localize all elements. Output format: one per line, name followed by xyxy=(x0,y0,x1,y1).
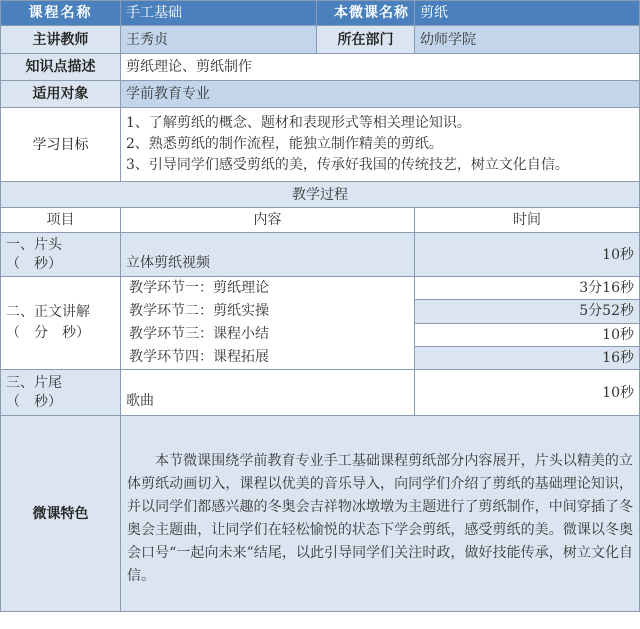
teacher-label: 主讲教师 xyxy=(1,26,121,54)
main-row-1 xyxy=(1,277,640,300)
goals-label: 学习目标 xyxy=(1,108,121,182)
goals-list xyxy=(121,108,640,182)
outro-row xyxy=(1,370,640,416)
dept-value: 幼师学院 xyxy=(415,26,640,54)
audience-value: 学前教育专业 xyxy=(121,81,640,108)
feature-row xyxy=(1,416,640,612)
step-item: 教学环节四：课程拓展 xyxy=(129,349,269,365)
outro-item-line1: 三、片尾 xyxy=(6,374,62,391)
main-item xyxy=(1,277,121,370)
step-item: 教学环节二：剪纸实操 xyxy=(129,303,269,319)
intro-content: 立体剪纸视频 xyxy=(121,233,415,277)
step-item: 教学环节三：课程小结 xyxy=(129,326,269,342)
intro-item-line1: 一、片头 xyxy=(6,236,62,253)
teacher-name: 王秀贞 xyxy=(121,26,317,54)
intro-item xyxy=(1,233,121,277)
goal-item: 2、熟悉剪纸的制作流程，能独立制作精美的剪纸。 xyxy=(126,136,443,152)
knowledge-label: 知识点描述 xyxy=(1,54,121,81)
process-title: 教学过程 xyxy=(1,182,640,208)
step-time: 16秒 xyxy=(415,346,640,369)
teacher-row xyxy=(1,26,640,54)
col-item-header: 项目 xyxy=(1,208,121,233)
audience-label: 适用对象 xyxy=(1,81,121,108)
course-name-label: 课程名称 xyxy=(1,1,121,26)
step-item: 教学环节一：剪纸理论 xyxy=(129,280,269,296)
goals-row xyxy=(1,108,640,182)
col-time-header: 时间 xyxy=(415,208,640,233)
intro-row xyxy=(1,233,640,277)
knowledge-value: 剪纸理论、剪纸制作 xyxy=(121,54,640,81)
goal-item: 3、引导同学们感受剪纸的美，传承好我国的传统技艺，树立文化自信。 xyxy=(126,157,569,173)
outro-content: 歌曲 xyxy=(121,370,415,416)
dept-label: 所在部门 xyxy=(317,26,415,54)
outro-time: 10秒 xyxy=(415,370,640,416)
micro-name-label: 本微课名称 xyxy=(317,1,415,26)
main-item-line2: （ 分 秒） xyxy=(6,325,90,341)
outro-item xyxy=(1,370,121,416)
step-time: 5分52秒 xyxy=(415,300,640,323)
main-item-line1: 二、正文讲解 xyxy=(6,304,90,320)
course-name-value: 手工基础 xyxy=(121,1,317,26)
main-steps xyxy=(121,277,415,370)
micro-name-value: 剪纸 xyxy=(415,1,640,26)
audience-row xyxy=(1,81,640,108)
process-header-row xyxy=(1,208,640,233)
process-title-row xyxy=(1,182,640,208)
feature-text: 本节微课围绕学前教育专业手工基础课程剪纸部分内容展开，片头以精美的立体剪纸动画切入，课程以优美的音乐导入，向同学们介绍了剪纸的基础理论知识，并以同学们都感兴趣的冬奥会吉祥物冰墩墩为主题进行了剪纸制作，中间穿插了冬奥会主题曲，让同学们在轻松愉悦的状态下学会剪纸，感受剪纸的美。微课以冬奥会口号“一起向未来”结尾，以此引导同学们关注时政，做好技能传承，树立文化自信。 xyxy=(121,416,640,612)
outro-item-line2: （ 秒） xyxy=(6,393,62,410)
col-content-header: 内容 xyxy=(121,208,415,233)
course-header-row xyxy=(1,1,640,26)
feature-label: 微课特色 xyxy=(1,416,121,612)
intro-item-line2: （ 秒） xyxy=(6,255,62,272)
step-time: 3分16秒 xyxy=(415,277,640,300)
knowledge-row xyxy=(1,54,640,81)
intro-time: 10秒 xyxy=(415,233,640,277)
step-time: 10秒 xyxy=(415,323,640,346)
goal-item: 1、了解剪纸的概念、题材和表现形式等相关理论知识。 xyxy=(126,115,471,131)
